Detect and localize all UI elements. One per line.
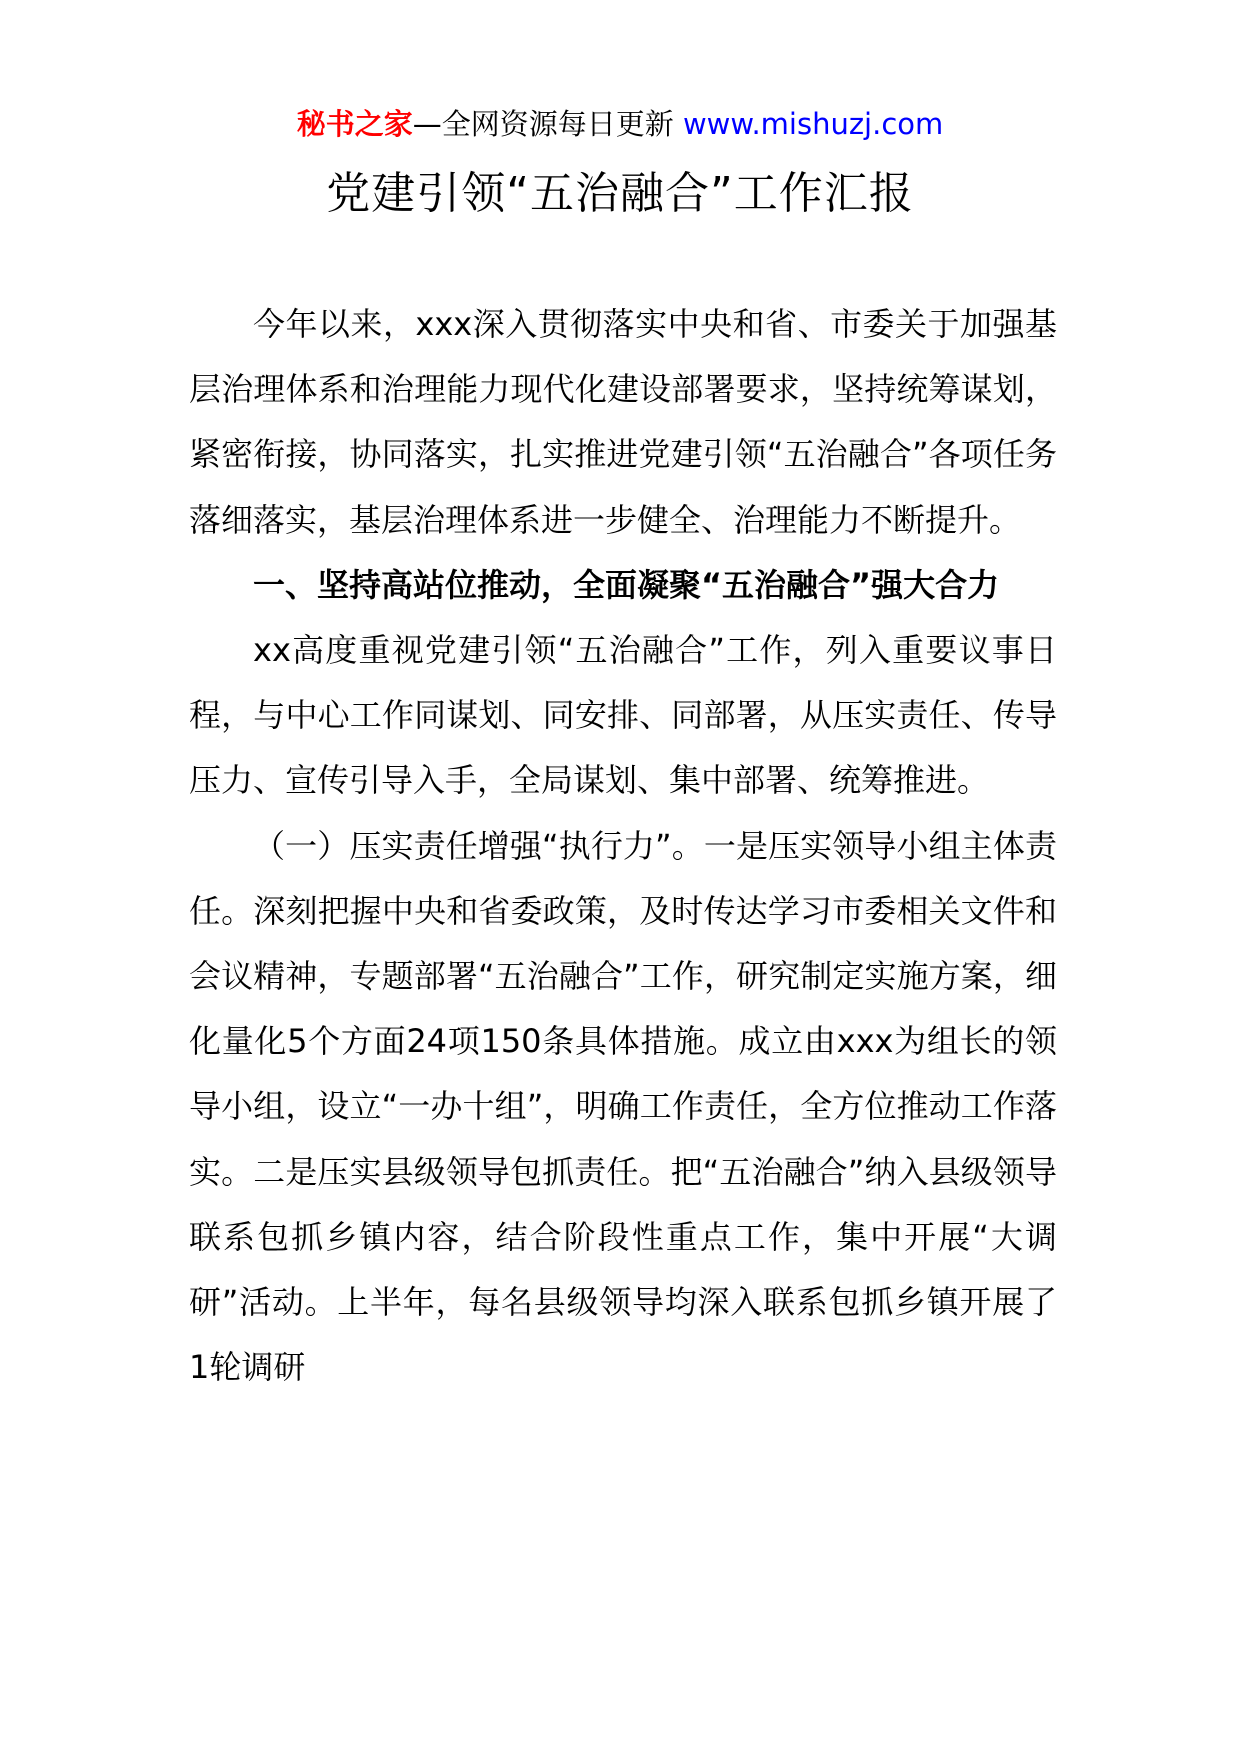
header-slogan: —全网资源每日更新 [412,107,674,141]
section-heading-1: 一、坚持高站位推动，全面凝聚“五治融合”强大合力 [253,565,1000,604]
site-header [0,104,1240,144]
document-body [189,292,1057,1400]
site-link[interactable]: www.mishuzj.com [682,107,944,141]
subsection-paragraph: （一）压实责任增强“执行力”。一是压实领导小组主体责任。深刻把握中央和省委政策，及时传达学习市委相关文件和会议精神，专题部署“五治融合”工作，研究制定实施方案，细化量化5个方面24项150条具体措施。成立由xxx为组长的领导小组，设立“一办十组”，明确工作责任，全方位推动工作落实。二是压实县级领导包抓责任。把“五治融合”纳入县级领导联系包抓乡镇内容，结合阶段性重点工作，集中开展“大调研”活动。上半年，每名县级领导均深入联系包抓乡镇开展了1轮调研 [189,826,1057,1387]
section-paragraph: xx高度重视党建引领“五治融合”工作，列入重要议事日程，与中心工作同谋划、同安排、同部署，从压实责任、传导压力、宣传引导入手，全局谋划、集中部署、统筹推进。 [189,631,1057,800]
intro-paragraph: 今年以来，xxx深入贯彻落实中央和省、市委关于加强基层治理体系和治理能力现代化建设部署要求，坚持统筹谋划，紧密衔接，协同落实，扎实推进党建引领“五治融合”各项任务落细落实，基层治理体系进一步健全、治理能力不断提升。 [189,305,1057,539]
document-title: 党建引领“五治融合”工作汇报 [326,168,914,219]
brand-name: 秘书之家 [296,107,413,141]
